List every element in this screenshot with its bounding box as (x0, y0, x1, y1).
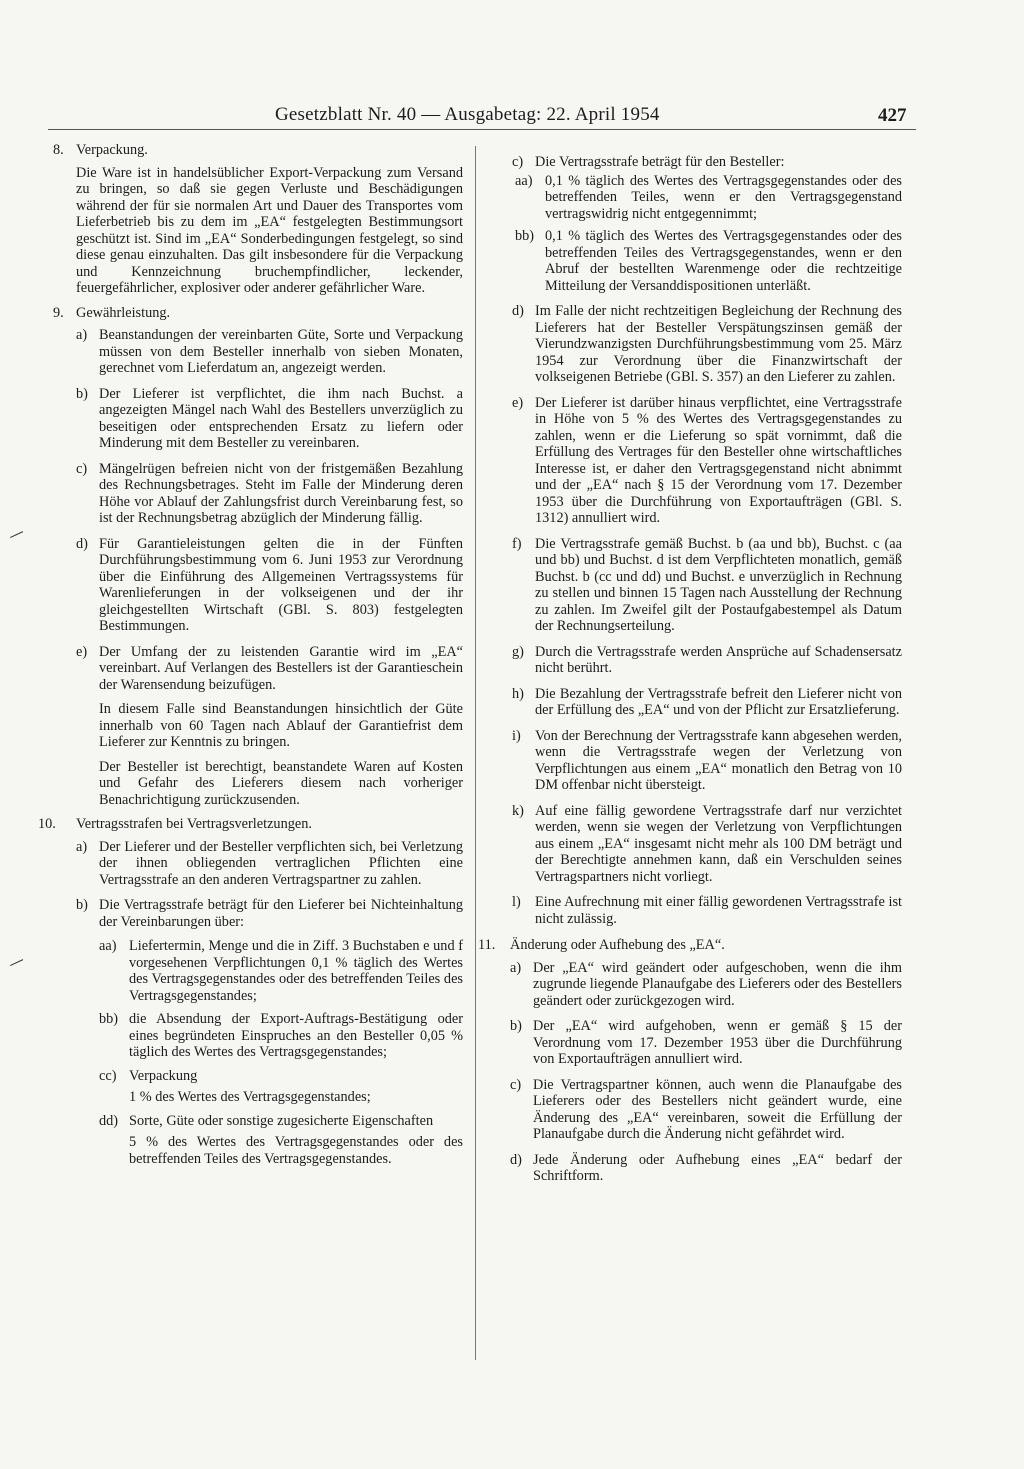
clause-label: bb) (515, 228, 535, 244)
subsection-label: a) (76, 838, 88, 855)
subsection-c (510, 1077, 902, 1143)
subsection-k (512, 803, 902, 886)
subsection-c (512, 154, 902, 294)
page-header (0, 104, 1024, 134)
subsection-label: h) (512, 685, 524, 702)
subsection-label: b) (76, 897, 88, 913)
subsection-text: Der Lieferer ist verpflichtet, die ihm nach Buchst. a angezeigten Mängel nach Wahl des Bestellers unverzüglich zu beseitigen oder entsprechenden Ersatz zu liefern oder Minderung mit dem Besteller zu vereinbaren. (99, 385, 463, 451)
clause-aa (99, 938, 463, 1004)
subsection-text: Im Falle der nicht rechtzeitigen Begleichung der Rechnung des Lieferers hat der Besteller Verspätungszinsen gemäß der Vierundzwanzigsten Durchführungsbestimmung vom 25. März 1954 zur Verordnung über die Finanzwirtschaft der volkseigenen Betriebe (GBl. S. 357) an den Lieferer zu zahlen. (535, 303, 902, 385)
gazette-title: Gesetzblatt Nr. 40 — Ausgabetag: 22. April 1954 (275, 104, 660, 125)
subsection-b (76, 386, 463, 452)
clause-text: 0,1 % täglich des Wertes des Vertragsgegenstandes oder des betreffenden Teiles des Vertragsgegenstandes, wenn er den Abruf der bestellten Warenmenge oder die rechtzeitige Mitteilung der Versanddispositionen unterläßt. (545, 228, 902, 294)
subsection-text: Der Lieferer und der Besteller verpflichten sich, bei Verletzung der ihnen obliegenden vertraglichen Pflichten eine Vertragsstrafe an den anderen Vertragspartner zu zahlen. (99, 838, 463, 888)
clause-aa (515, 173, 902, 223)
section-8 (36, 142, 463, 297)
subsection-g (512, 644, 902, 677)
clause-label: aa) (99, 938, 117, 954)
subsection-a (76, 327, 463, 377)
subsection-b (76, 897, 463, 1167)
subsection-text: Für Garantieleistungen gelten die in der Fünften Durchführungsbestimmung vom 6. Juni 1953 zur Verordnung über die Einführung des Allgemeinen Vertragssystems für Warenlieferungen in der volkseigenen und der ihr gleichgestellten Wirtschaft (GBl. S. 803) festgelegten Bestimmungen. (99, 535, 463, 634)
clause-cc (99, 1068, 463, 1106)
section-number: 10. (38, 816, 56, 832)
subsection-label: a) (510, 959, 522, 976)
page-number: 427 (878, 105, 907, 126)
subsection-text: Der Lieferer ist darüber hinaus verpflichtet, eine Vertragsstrafe in Höhe von 5 % des Wertes des Vertragsgegenstandes zu zahlen, wenn er die Lieferung so spät vornimmt, daß die Erfüllung des Vertrages für den Besteller ohne wirtschaftliches Interesse ist, er daher den Vertragsgegenstand nicht abnimmt und der „EA“ nach § 15 der Verordnung vom 17. Dezember 1953 über die Durchführung von Exportaufträgen (GBl. S. 1312) annulliert wird. (535, 394, 902, 526)
section-heading: Änderung oder Aufhebung des „EA“. (510, 937, 725, 953)
subsection-d (510, 1152, 902, 1185)
clause-bb (99, 1011, 463, 1061)
clause-text: Liefertermin, Menge und die in Ziff. 3 Buchstaben e und f vorgesehenen Verpflichtungen 0,1 % täglich des Wertes des Vertragsgegenstandes oder des betreffenden Teiles des Vertragsgegenstandes; (129, 938, 463, 1004)
section-10-continued (482, 154, 902, 927)
clause-text: die Absendung der Export-Auftrags-Bestätigung oder eines begründeten Einspruches an den Besteller 0,05 % täglich des Wertes des Vertragsgegenstandes; (129, 1011, 463, 1060)
clause-dd (99, 1113, 463, 1168)
section-heading: Vertragsstrafen bei Vertragsverletzungen. (76, 816, 312, 832)
subsection-label: f) (512, 535, 522, 552)
subsection-text: Beanstandungen der vereinbarten Güte, Sorte und Verpackung müssen von dem Besteller innerhalb von sieben Monaten, gerechnet vom Lieferdatum an, angezeigt werden. (99, 327, 463, 376)
clause-label: dd) (99, 1112, 119, 1129)
subsection-d (76, 536, 463, 635)
subsection-e (512, 395, 902, 527)
section-number: 9. (53, 304, 64, 321)
section-10 (36, 816, 463, 1167)
margin-mark (10, 531, 24, 540)
clause-text: 0,1 % täglich des Wertes des Vertragsgegenstandes oder des betreffenden Teiles, wenn er den Vertragsgegenstand vertragswidrig nicht entgegennimmt; (545, 172, 902, 222)
subsection-label: c) (512, 154, 524, 170)
section-11 (478, 937, 902, 1185)
clause-paragraph: 5 % des Wertes des Vertragsgegenstandes oder des betreffenden Teiles des Vertragsgegenstandes. (129, 1134, 463, 1167)
subsection-label: b) (76, 385, 88, 402)
subsection-a (510, 960, 902, 1010)
subsection-label: i) (512, 727, 521, 744)
subsection-text: Die Vertragsstrafe beträgt für den Besteller: (535, 154, 785, 170)
subsection-f (512, 536, 902, 635)
subsection-label: a) (76, 327, 88, 343)
section-9 (36, 305, 463, 809)
subsection-label: e) (512, 394, 524, 411)
subsection-l (512, 894, 902, 927)
subsection-label: d) (76, 535, 88, 552)
subsection-a (76, 839, 463, 889)
margin-mark (10, 959, 24, 968)
clause-bb (515, 228, 902, 294)
clause-text: Verpackung (129, 1067, 198, 1084)
section-heading: Verpackung. (76, 142, 148, 158)
subsection-label: d) (512, 303, 524, 319)
subsection-text: Die Vertragsstrafe gemäß Buchst. b (aa und bb), Buchst. c (aa und bb) und Buchst. d ist dem Verpflichteten monatlich, gemäß Buchst. b (cc und dd) und Buchst. e unverzüglich in Rechnung zu stellen und binnen 15 Tagen nach Ausstellung der Rechnung zu zahlen. Im Zweifel gilt der Postaufgabestempel als Datum der Rechnungserteilung. (535, 535, 902, 634)
subsection-label: c) (510, 1076, 522, 1093)
subsection-d (512, 303, 902, 386)
header-rule (48, 129, 916, 130)
subsection-b (510, 1018, 902, 1068)
subsection-paragraph: Der Besteller ist berechtigt, beanstandete Waren auf Kosten und Gefahr des Lieferers diesem nach vorheriger Benachrichtigung zurückzusenden. (99, 758, 463, 808)
subsection-text: Der Umfang der zu leistenden Garantie wird im „EA“ vereinbart. Auf Verlangen des Bestellers ist der Garantieschein der Warensendung beizufügen. (99, 643, 463, 693)
subsection-c (76, 461, 463, 527)
clause-text: Sorte, Güte oder sonstige zugesicherte Eigenschaften (129, 1112, 434, 1129)
clause-label: cc) (99, 1067, 117, 1084)
subsection-text: Die Vertragspartner können, auch wenn die Planaufgabe des Lieferers oder des Bestellers nicht geändert wurde, eine Änderung des „EA“ vereinbaren, soweit die Erfüllung der Planaufgabe durch die Änderung nicht gefährdet wird. (533, 1076, 902, 1142)
subsection-label: g) (512, 643, 524, 660)
subsection-e (76, 644, 463, 809)
clause-paragraph: 1 % des Wertes des Vertragsgegenstandes; (129, 1089, 371, 1105)
subsection-text: Der „EA“ wird aufgehoben, wenn er gemäß § 15 der Verordnung vom 17. Dezember 1953 über die Durchführung von Exportaufträgen annulliert wird. (533, 1018, 902, 1067)
subsection-label: e) (76, 643, 88, 660)
right-column (478, 154, 902, 1185)
subsection-text: Jede Änderung oder Aufhebung eines „EA“ bedarf der Schriftform. (533, 1151, 902, 1184)
column-divider (475, 146, 476, 1360)
subsection-paragraph: In diesem Falle sind Beanstandungen hinsichtlich der Güte innerhalb von 60 Tagen nach Ablauf der Garantiefrist dem Lieferer zur Kenntnis zu bringen. (99, 701, 463, 750)
subsection-text: Eine Aufrechnung mit einer fällig gewordenen Vertragsstrafe ist nicht zulässig. (535, 894, 902, 927)
subsection-text: Durch die Vertragsstrafe werden Ansprüche auf Schadensersatz nicht berührt. (535, 643, 902, 676)
subsection-label: d) (510, 1151, 522, 1168)
left-column (36, 142, 463, 1167)
subsection-text: Von der Berechnung der Vertragsstrafe kann abgesehen werden, wenn die Vertragsstrafe wegen der Verletzung von Verpflichtungen aus einem „EA“ monatlich den Betrag von 10 DM offenbar nicht übersteigt. (535, 727, 902, 793)
clause-label: aa) (515, 172, 533, 189)
subsection-label: k) (512, 802, 524, 819)
section-text: Die Ware ist in handelsüblicher Export-Verpackung zum Versand zu bringen, so daß sie gegen Verluste und Beschädigungen während der für sie normalen Art und Dauer des Transportes vom Lieferbetrieb bis zu dem im „EA“ festgelegten Bestimmungsort geschützt ist. Sind im „EA“ Sonderbedingungen festgelegt, so sind diese genau einzuhalten. Das gilt insbesondere für die Verpackung und Kennzeichnung bruchempfindlicher, leckender, feuergefährlicher, explosiver oder anderer gefährlicher Ware. (76, 164, 463, 296)
subsection-text: Mängelrügen befreien nicht von der fristgemäßen Bezahlung des Rechnungsbetrages. Steht im Falle der Minderung deren Höhe vor Ablauf der Zahlungsfrist durch Vereinbarung fest, so ist der Rechnungsbetrag abzüglich der Minderung fällig. (99, 460, 463, 526)
subsection-text: Die Bezahlung der Vertragsstrafe befreit den Lieferer nicht von der Erfüllung des „EA“ und von der Pflicht zur Ersatzlieferung. (535, 685, 902, 718)
clause-label: bb) (99, 1011, 119, 1027)
subsection-text: Der „EA“ wird geändert oder aufgeschoben, wenn die ihm zugrunde liegende Planaufgabe des Lieferers oder des Bestellers geändert oder zurückgezogen wird. (533, 959, 902, 1009)
section-number: 8. (53, 142, 64, 158)
subsection-label: l) (512, 894, 521, 910)
subsection-h (512, 686, 902, 719)
section-heading: Gewährleistung. (76, 304, 171, 321)
section-number: 11. (478, 937, 496, 953)
subsection-text: Die Vertragsstrafe beträgt für den Lieferer bei Nichteinhaltung der Vereinbarungen über: (99, 897, 463, 930)
subsection-label: c) (76, 460, 88, 477)
subsection-i (512, 728, 902, 794)
subsection-text: Auf eine fällig gewordene Vertragsstrafe darf nur verzichtet werden, wenn sie wegen der Verletzung von Verpflichtungen aus einem „EA“ insgesamt nicht mehr als 100 DM beträgt und der Berechtigte annehmen kann, daß ein Verschulden seines Vertragspartners nicht vorliegt. (535, 802, 902, 885)
subsection-label: b) (510, 1018, 522, 1034)
